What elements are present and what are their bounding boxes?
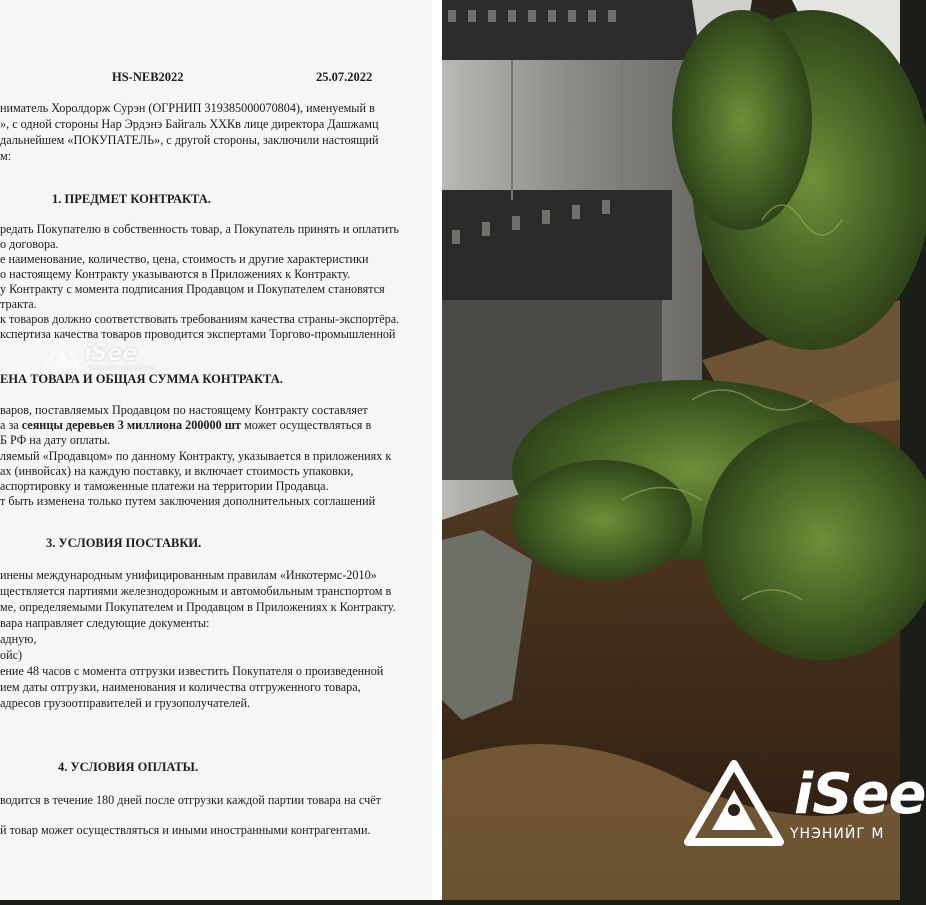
section-line: ществляется партиями железнодорожным и автомобильным транспортом в (0, 584, 392, 598)
section-line: адресов грузоотправителей и грузополучателей. (0, 696, 251, 710)
section-line: редать Покупателю в собственность товар, а Покупатель принять и оплатить (0, 222, 399, 236)
section-line-part: а за (0, 418, 22, 432)
section-line: варов, поставляемых Продавцом по настоящему Контракту составляет (0, 403, 368, 417)
section-line: адную, (0, 632, 37, 646)
section-title: 1. ПРЕДМЕТ КОНТРАКТА. (52, 192, 211, 206)
section-line: инены международным унифицированным правилам «Инкотермс-2010» (0, 568, 377, 582)
section-line: кспертиза качества товаров проводится экспертами Торгово-промышленной (0, 327, 396, 341)
section-line-with-emphasis (0, 418, 371, 432)
isee-logo-icon (44, 338, 80, 368)
doc-watermark (44, 338, 156, 372)
section-line: ение 48 часов с момента отгрузки известить Покупателя о произведенной (0, 664, 384, 678)
section-title: ЕНА ТОВАРА И ОБЩАЯ СУММА КОНТРАКТА. (0, 372, 283, 386)
intro-line: м: (0, 149, 12, 163)
section-title: 3. УСЛОВИЯ ПОСТАВКИ. (46, 536, 202, 550)
watermark-text: iSee (84, 340, 138, 366)
doc-number: HS-NEB2022 (112, 70, 184, 84)
watermark-text: iSee (794, 762, 926, 827)
section-line: ойс) (0, 648, 23, 662)
section-line: о настоящему Контракту указываются в Приложениях к Контракту. (0, 267, 351, 281)
divider (432, 0, 442, 900)
watermark-subtext: ҮНЭНИЙГ М (790, 826, 885, 842)
section-line: у Контракту с момента подписания Продавцом и Покупателем становятся (0, 282, 385, 296)
intro-line: дальнейшем «ПОКУПАТЕЛЬ», с другой стороны, заключили настоящий (0, 133, 379, 147)
isee-logo-icon (684, 760, 784, 846)
section-line: тракта. (0, 297, 37, 311)
intro-line: ниматель Хоролдорж Сурэн (ОГРНИП 319385000070804), именуемый в (0, 101, 375, 115)
section-line: ием даты отгрузки, наименования и количества отгруженного товара, (0, 680, 361, 694)
section-line: вара направляет следующие документы: (0, 616, 210, 630)
section-line: аспортировку и таможенные платежи на территории Продавца. (0, 479, 329, 493)
photo-watermark (684, 760, 926, 850)
intro-line: », с одной стороны Нар Эрдэнэ Байгаль ХХКв лице директора Дашжамц (0, 117, 379, 131)
section-line: Б РФ на дату оплаты. (0, 433, 111, 447)
section-line: й товар может осуществляться и иными иностранными контрагентами. (0, 823, 371, 837)
contract-document (0, 0, 432, 900)
section-title: 4. УСЛОВИЯ ОПЛАТЫ. (58, 760, 199, 774)
section-line: ме, определяемыми Покупателем и Продавцом в Приложениях к Контракту. (0, 600, 396, 614)
doc-date: 25.07.2022 (316, 70, 373, 84)
section-line: ляемый «Продавцом» по данному Контракту, указывается в приложениях к (0, 449, 392, 463)
section-line: о договора. (0, 237, 59, 251)
quantity-emphasis: сеянцы деревьев 3 миллиона 200000 шт (21, 418, 242, 432)
section-line: т быть изменена только путем заключения дополнительных соглашений (0, 494, 376, 508)
watermark-subtext: ҮНЭНИЙГ МЭДЭЭЛНЭ (88, 365, 156, 372)
section-line: е наименование, количество, цена, стоимость и другие характеристики (0, 252, 369, 266)
section-line: водится в течение 180 дней после отгрузки каждой партии товара на счёт (0, 793, 381, 807)
section-line: к товаров должно соответствовать требованиям качества страны-экспортёра. (0, 312, 400, 326)
section-line: ах (инвойсах) на каждую поставку, и включает стоимость упаковки, (0, 464, 354, 478)
section-line-part: может осуществляться в (241, 418, 372, 432)
